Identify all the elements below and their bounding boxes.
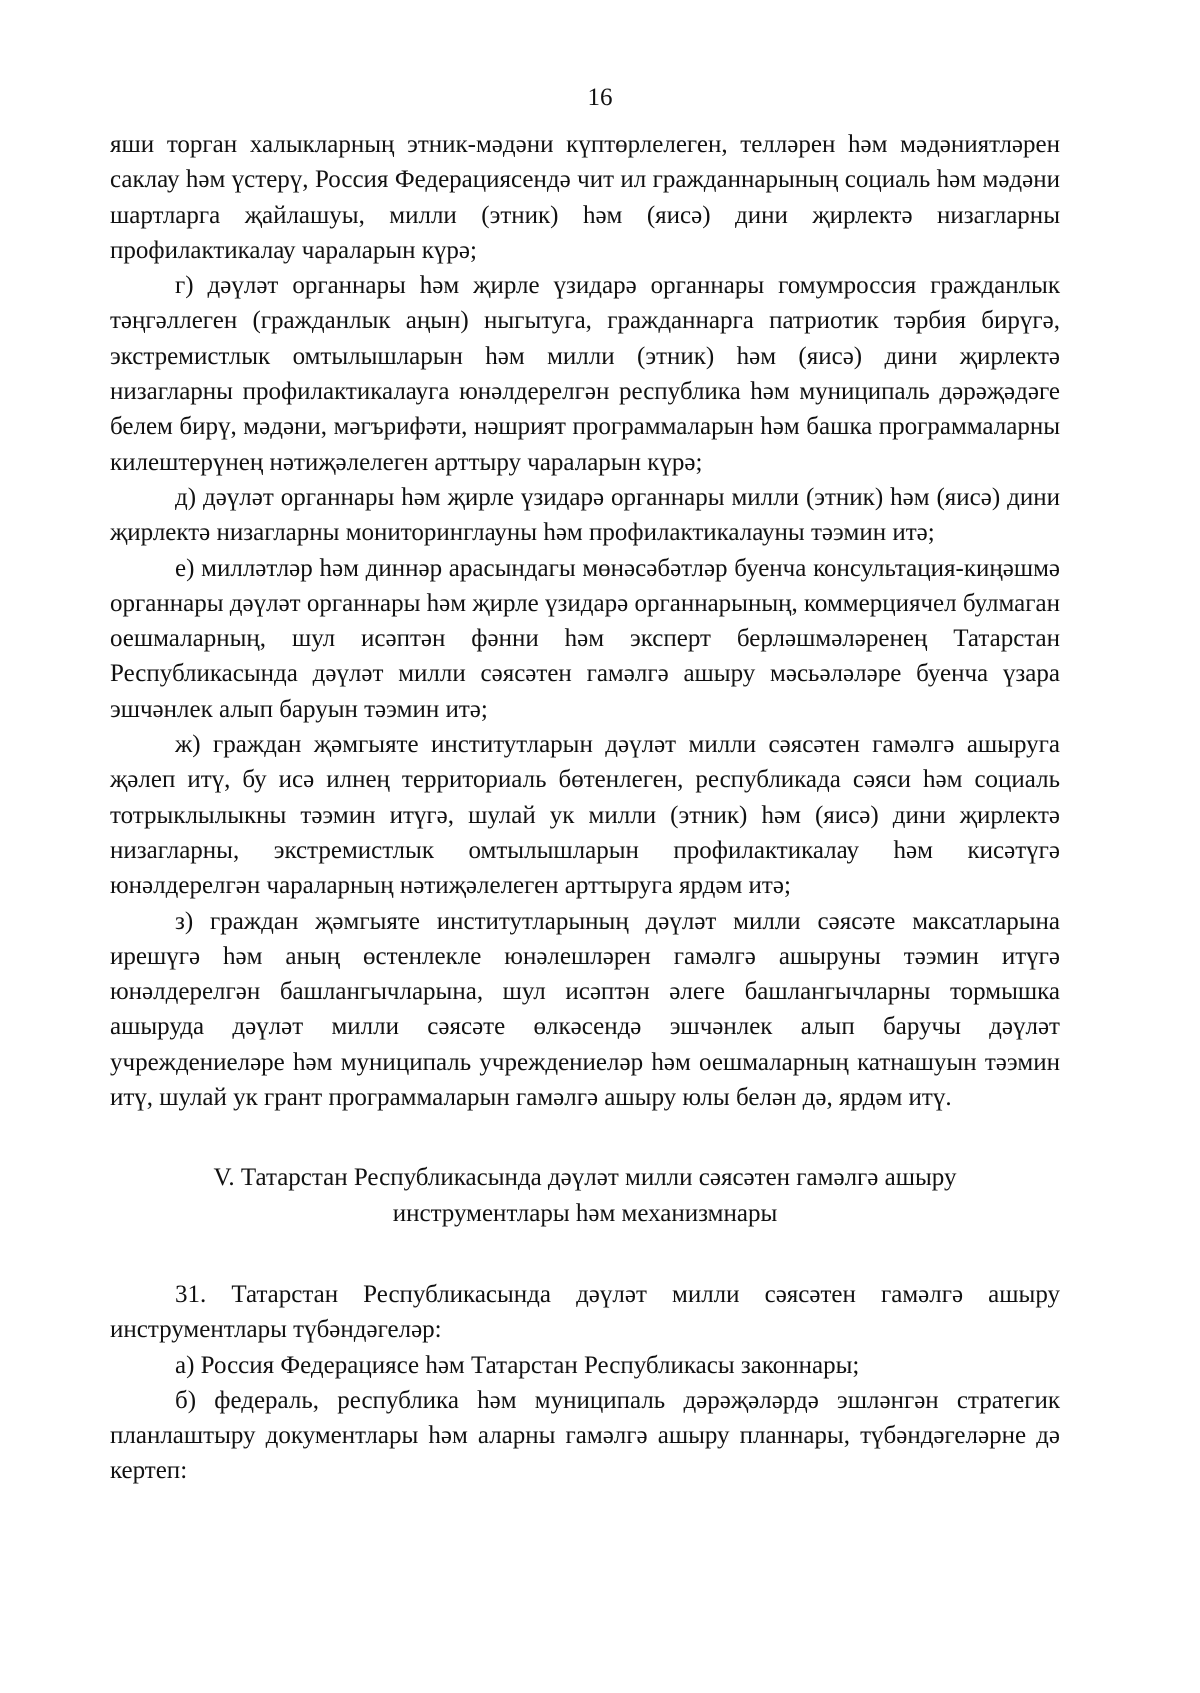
paragraph-continuation: яши торган халыкларның этник-мәдәни күптөрлелеген, телләрен һәм мәдәниятләрен саклау һәм үстерү, Россия Федерациясендә чит ил гражданнарының социаль һәм мәдәни шартларга җайлашуы, милли (этник) һәм (яисә) дини җирлектә низагларны профилактикалау чараларын күрә; [110, 131, 1060, 264]
paragraph-item-e: е) милләтләр һәм диннәр арасындагы мөнәсәбәтләр буенча консультация-киңәшмә органнары дәүләт органнары һәм җирле үзидарә органнарының, коммерциячел булмаган оешмаларның, шул исәптән фәнни һәм эксперт берләшмәләренең Татарстан Республикасында дәүләт милли сәясәтен гамәлгә ашыру мәсьәләләре буенча үзара эшчәнлек алып баруын тәэмин итә; [110, 554, 1060, 723]
paragraph-item-g: г) дәүләт органнары һәм җирле үзидарә органнары гомумроссия гражданлык тәңгәллеген (гражданлык аңын) ныгытуга, гражданнарга патриотик тәрбия бирүгә, экстремистлык омтылышларын һәм милли (этник) һәм (яисә) дини җирлектә низагларны профилактикалауга юнәлдерелгән республика һәм муниципаль дәрәҗәдәге белем бирү, мәдәни, мәгърифәти, нәшрият программаларын һәм башка программаларны килештерүнең нәтиҗәлелеген арттыру чараларын күрә; [110, 272, 1060, 476]
paragraph-item-31: 31. Татарстан Республикасында дәүләт милли сәясәтен гамәлгә ашыру инструментлары түбәндәгеләр: [110, 1280, 1060, 1344]
page-number: 16 [587, 84, 613, 111]
paragraph-item-a: а) Россия Федерациясе һәм Татарстан Республикасы законнары; [175, 1351, 860, 1379]
document-body [110, 127, 1060, 1489]
section-heading: V. Татарстан Республикасында дәүләт милли сәясәтен гамәлгә ашыру инструментлары һәм механизмнары [213, 1164, 957, 1227]
paragraph-item-b: б) федераль, республика һәм муниципаль дәрәҗәләрдә эшләнгән стратегик планлаштыру документлары һәм аларны гамәлгә ашыру планнары, түбәндәгеләрне дә кертеп: [110, 1386, 1060, 1485]
paragraph-item-d: д) дәүләт органнары һәм җирле үзидарә органнары милли (этник) һәм (яисә) дини җирлектә низагларны мониторинглауны һәм профилактикалауны тәэмин итә; [110, 483, 1060, 547]
paragraph-item-zh: ж) граждан җәмгыяте институтларын дәүләт милли сәясәтен гамәлгә ашыруга җәлеп итү, бу исә илнең территориаль бөтенлеген, республикада сәяси һәм социаль тотрыклылыкны тәэмин итүгә, шулай ук милли (этник) һәм (яисә) дини җирлектә низагларны, экстремистлык омтылышларын профилактикалау һәм кисәтүгә юнәлдерелгән чараларның нәтиҗәлелеген арттыруга ярдәм итә; [110, 731, 1060, 900]
paragraph-item-z: з) граждан җәмгыяте институтларының дәүләт милли сәясәте максатларына ирешүгә һәм аның өстенлекле юнәлешләрен гамәлгә ашыруны тәэмин итүгә юнәлдерелгән башлангычларына, шул исәптән әлеге башлангычларны тормышка ашыруда дәүләт милли сәясәте өлкәсендә эшчәнлек алып баручы дәүләт учреждениеләре һәм муниципаль учреждениеләр һәм оешмаларның катнашуын тәэмин итү, шулай ук грант программаларын гамәлгә ашыру юлы белән дә, ярдәм итү. [110, 907, 1060, 1112]
